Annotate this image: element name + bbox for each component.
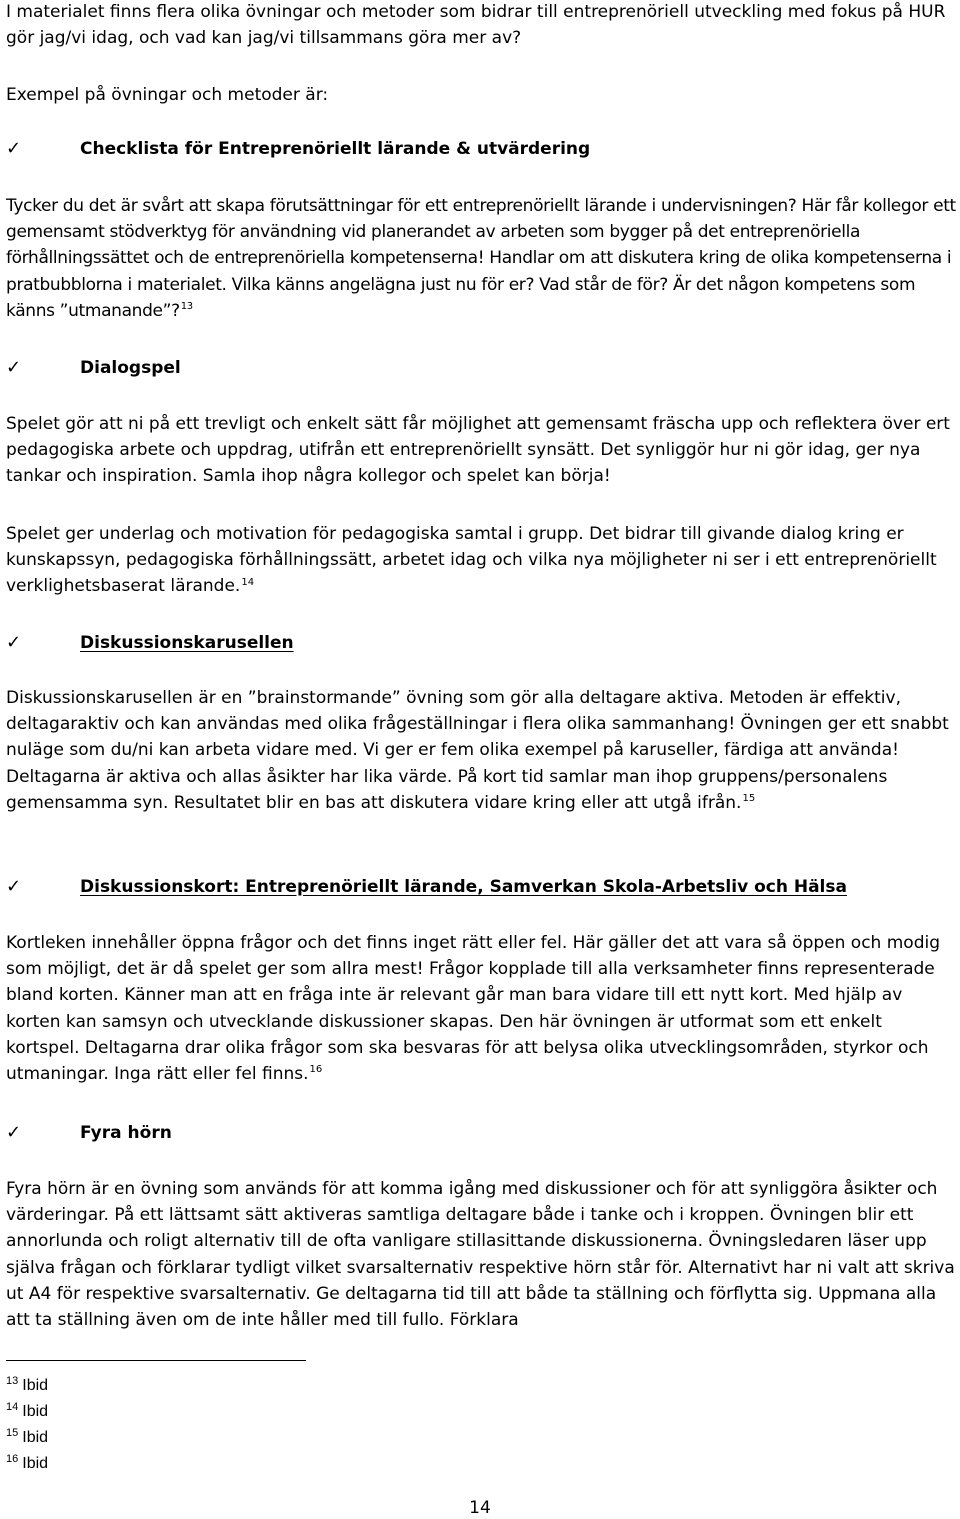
- checkmark-icon: ✓: [6, 138, 22, 159]
- examples-label: Exempel på övningar och metoder är:: [6, 85, 329, 105]
- paragraph-checklista: Tycker du det är svårt att skapa förutsättningar för ett entreprenöriellt lärande i undervisningen? Här får kollegor ett gemensamt stödverktyg för användning vid planerandet av arbeten som bygger på det entreprenöriella förhållningssättet och de entreprenöriella kompetenserna! Handlar om att diskutera kring de olika kompetenserna i pratbubblorna i materialet. Vilka känns angelägna just nu för er? Vad står de för? Är det någon kompetens som känns ”utmanande”?$^{13}$: [6, 196, 956, 321]
- paragraph-dialogspel-2: Spelet ger underlag och motivation för pedagogiska samtal i grupp. Det bidrar till givande dialog kring er kunskapssyn, pedagogiska förhållningssätt, arbetet idag och vilka nya möjligheter ni ser i ett entreprenöriellt verklighetsbaserat lärande.$^{14}$: [6, 524, 937, 597]
- section-heading-checklista: Checklista för Entreprenöriellt lärande & utvärdering: [80, 139, 591, 159]
- footnote-ref-15: 15: [742, 793, 756, 805]
- footnote-ref-14: 14: [241, 576, 255, 588]
- footnote-16: $^{16}$ Ibid: [6, 1452, 49, 1472]
- footnote-ref-16: 16: [309, 1064, 323, 1076]
- footnote-15: $^{15}$ Ibid: [6, 1426, 49, 1446]
- paragraph-dialogspel-1: Spelet gör att ni på ett trevligt och enkelt sätt får möjlighet att gemensamt fräscha upp och reflektera över ert pedagogiska arbete och uppdrag, utifrån ett entreprenöriellt synsätt. Det synliggör hur ni gör idag, ger nya tankar och inspiration. Samla ihop några kollegor och spelet kan börja!: [6, 414, 950, 487]
- section-heading-fyra-horn: Fyra hörn: [80, 1123, 172, 1143]
- intro-paragraph: I materialet finns flera olika övningar och metoder som bidrar till entreprenöriell utveckling med fokus på HUR gör jag/vi idag, och vad kan jag/vi tillsammans göra mer av?: [6, 2, 946, 49]
- page-number: 14: [469, 1498, 491, 1518]
- section-heading-diskussionskort: Diskussionskort: Entreprenöriellt lärande, Samverkan Skola-Arbetsliv och Hälsa: [80, 877, 847, 897]
- checkmark-icon: ✓: [6, 1122, 22, 1143]
- paragraph-fyra-horn: Fyra hörn är en övning som används för att komma igång med diskussioner och för att synliggöra åsikter och värderingar. På ett lättsamt sätt aktiveras samtliga deltagare både i tanke och i kroppen. Övningen blir ett annorlunda och roligt alternativ till de ofta vanligare stillasittande diskussionerna. Övningsledaren läser upp själva frågan och förklarar tydligt vilket svarsalternativ respektive hörn står för. Alternativt har ni valt att skriva ut A4 för respektive svarsalternativ. Ge deltagarna tid till att både ta ställning och förflytta sig. Uppmana alla att ta ställning även om de inte håller med till fullo. Förklara: [6, 1179, 955, 1331]
- footnote-ref-13: 13: [180, 301, 193, 313]
- section-heading-diskussionskarusellen: Diskussionskarusellen: [80, 633, 294, 653]
- paragraph-diskussionskarusellen: Diskussionskarusellen är en ”brainstormande” övning som gör alla deltagare aktiva. Metoden är effektiv, deltagaraktiv och kan användas med olika frågeställningar i flera olika sammanhang! Övningen ger ett snabbt nuläge som du/ni kan arbeta vidare med. Vi ger er fem olika exempel på karuseller, färdiga att använda! Deltagarna är aktiva och allas åsikter har lika värde. På kort tid samlar man ihop gruppens/personalens gemensamma syn. Resultatet blir en bas att diskutera vidare kring eller att utgå ifrån.$^{15}$: [6, 688, 949, 813]
- paragraph-diskussionskort: Kortleken innehåller öppna frågor och det finns inget rätt eller fel. Här gäller det att vara så öppen och modig som möjligt, det är då spelet ger som allra mest! Frågor kopplade till alla verksamheter finns representerade bland korten. Känner man att en fråga inte är relevant går man bara vidare till ett nytt kort. Med hjälp av korten kan samsyn och utvecklande diskussioner skapas. Den här övningen är utformat som ett enkelt kortspel. Deltagarna drar olika frågor som ska besvaras för att belysa olika utvecklingsområden, styrkor och utmaningar. Inga rätt eller fel finns.$^{16}$: [6, 933, 940, 1085]
- section-heading-dialogspel: Dialogspel: [80, 358, 181, 378]
- footnote-14: $^{14}$ Ibid: [6, 1400, 49, 1420]
- checkmark-icon: ✓: [6, 876, 22, 897]
- footnote-13: $^{13}$ Ibid: [6, 1374, 49, 1394]
- checkmark-icon: ✓: [6, 632, 22, 653]
- footnote-separator: [6, 1360, 306, 1361]
- checkmark-icon: ✓: [6, 357, 22, 378]
